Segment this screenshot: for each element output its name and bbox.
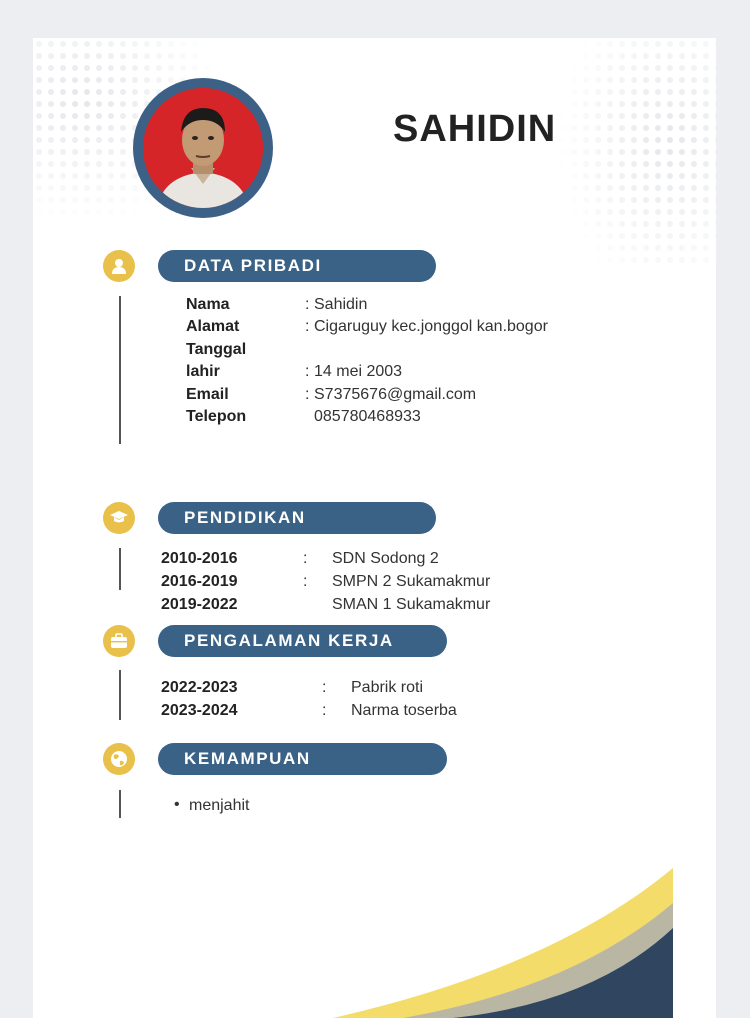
briefcase-icon <box>103 625 135 657</box>
graduation-cap-icon <box>103 502 135 534</box>
section-title-personal: DATA PRIBADI <box>158 250 436 282</box>
timeline-line <box>119 548 121 590</box>
timeline-line <box>119 790 121 818</box>
dot-pattern-decoration <box>556 38 716 268</box>
decorative-wave <box>33 858 716 1018</box>
timeline-line <box>119 296 121 444</box>
profile-photo <box>143 88 263 208</box>
candidate-name: SAHIDIN <box>393 108 557 150</box>
profile-photo-frame <box>133 78 273 218</box>
section-title-education: PENDIDIKAN <box>158 502 436 534</box>
timeline-line <box>119 670 121 720</box>
user-icon <box>103 250 135 282</box>
bullet-icon: • <box>174 796 180 813</box>
globe-icon <box>103 743 135 775</box>
section-title-experience: PENGALAMAN KERJA <box>158 625 447 657</box>
cv-page: SAHIDIN DATA PRIBADI Nama : Sahidin Alamat : Cigaruguy kec.jonggol kan.bogor Tanggal lahir : 14 mei 2003 Email : S7375676@gmail.com Telepon 085780468933 PENDIDIKAN 2010-2016 : SDN Sodong 2 2016-2019 : SMPN 2 Sukamakmur 2019-2022 SMAN 1 Sukamakmur PENGALAMAN KERJA 2022-2023 : Pabrik roti 2023-2024 : Narma toserba KEMAMPUAN • menjahit <box>33 38 716 1018</box>
section-title-skills: KEMAMPUAN <box>158 743 447 775</box>
